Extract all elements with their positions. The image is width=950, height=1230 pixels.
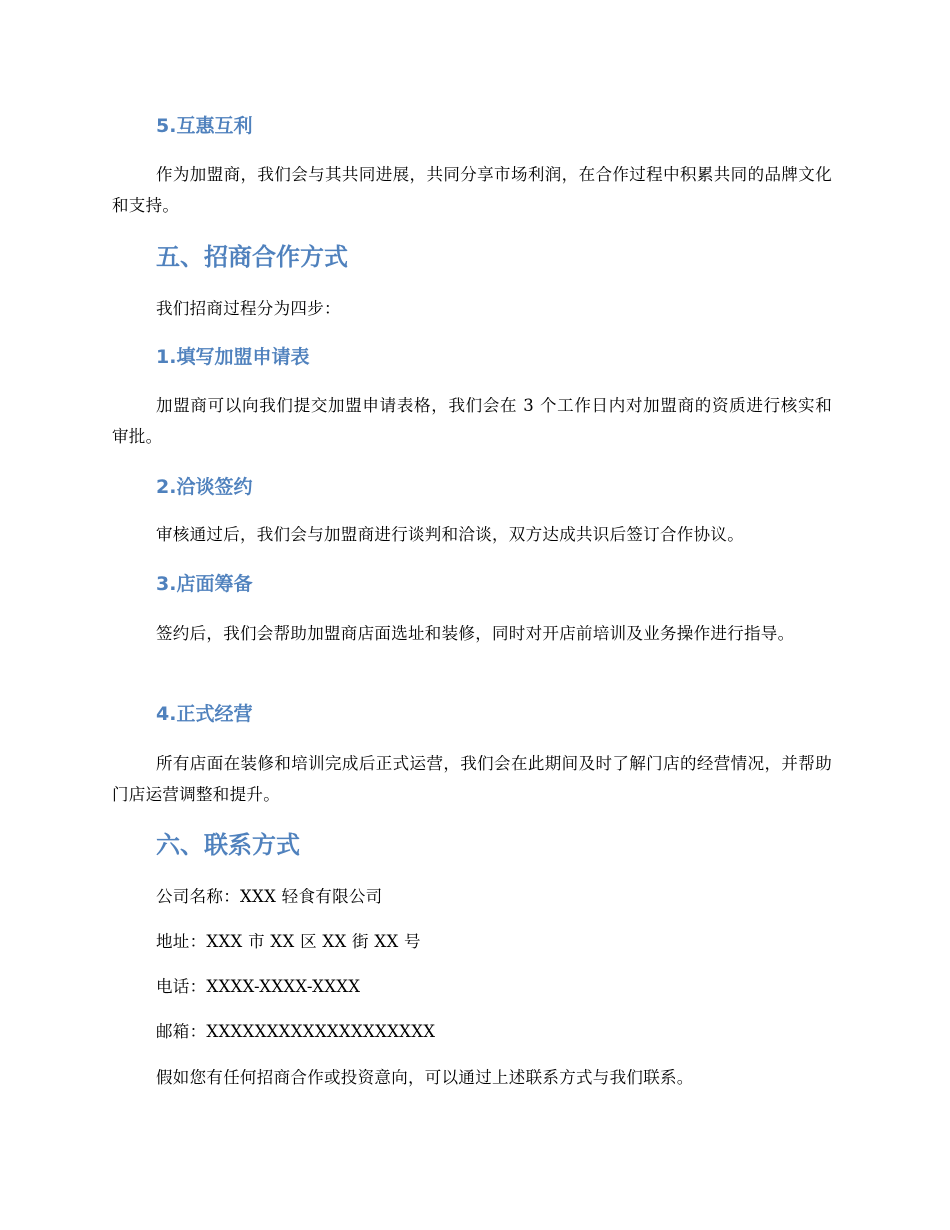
paragraph-store-preparation: 签约后，我们会帮助加盟商店面选址和装修，同时对开店前培训及业务操作进行指导。 xyxy=(156,624,795,643)
chapter-heading-contact: 六、联系方式 xyxy=(156,831,300,859)
section-heading-application-form: 1.填写加盟申请表 xyxy=(156,346,310,368)
section-heading-mutual-benefit: 5.互惠互利 xyxy=(156,115,253,137)
chapter-heading-cooperation-methods: 五、招商合作方式 xyxy=(156,243,348,271)
contact-email: 邮箱：XXXXXXXXXXXXXXXXXXX xyxy=(156,1022,436,1041)
paragraph-application-form: 加盟商可以向我们提交加盟申请表格，我们会在 3 个工作日内对加盟商的资质进行核实和审批。 xyxy=(112,396,832,446)
contact-address: 地址：XXX 市 XX 区 XX 街 XX 号 xyxy=(156,932,421,951)
paragraph-mutual-benefit: 作为加盟商，我们会与其共同进展，共同分享市场利润，在合作过程中积累共同的品牌文化和支持。 xyxy=(112,165,832,215)
paragraph-negotiation: 审核通过后，我们会与加盟商进行谈判和洽谈，双方达成共识后签订合作协议。 xyxy=(156,525,744,544)
paragraph-formal-operation: 所有店面在装修和培训完成后正式运营，我们会在此期间及时了解门店的经营情况，并帮助门店运营调整和提升。 xyxy=(112,754,832,804)
section-heading-store-preparation: 3.店面筹备 xyxy=(156,573,253,595)
section-heading-negotiation: 2.洽谈签约 xyxy=(156,476,253,498)
paragraph-closing: 假如您有任何招商合作或投资意向，可以通过上述联系方式与我们联系。 xyxy=(156,1068,694,1087)
contact-phone: 电话：XXXX-XXXX-XXXX xyxy=(156,977,361,996)
contact-company-name: 公司名称：XXX 轻食有限公司 xyxy=(156,887,383,906)
section-heading-formal-operation: 4.正式经营 xyxy=(156,703,253,725)
paragraph-process-intro: 我们招商过程分为四步： xyxy=(156,299,341,318)
